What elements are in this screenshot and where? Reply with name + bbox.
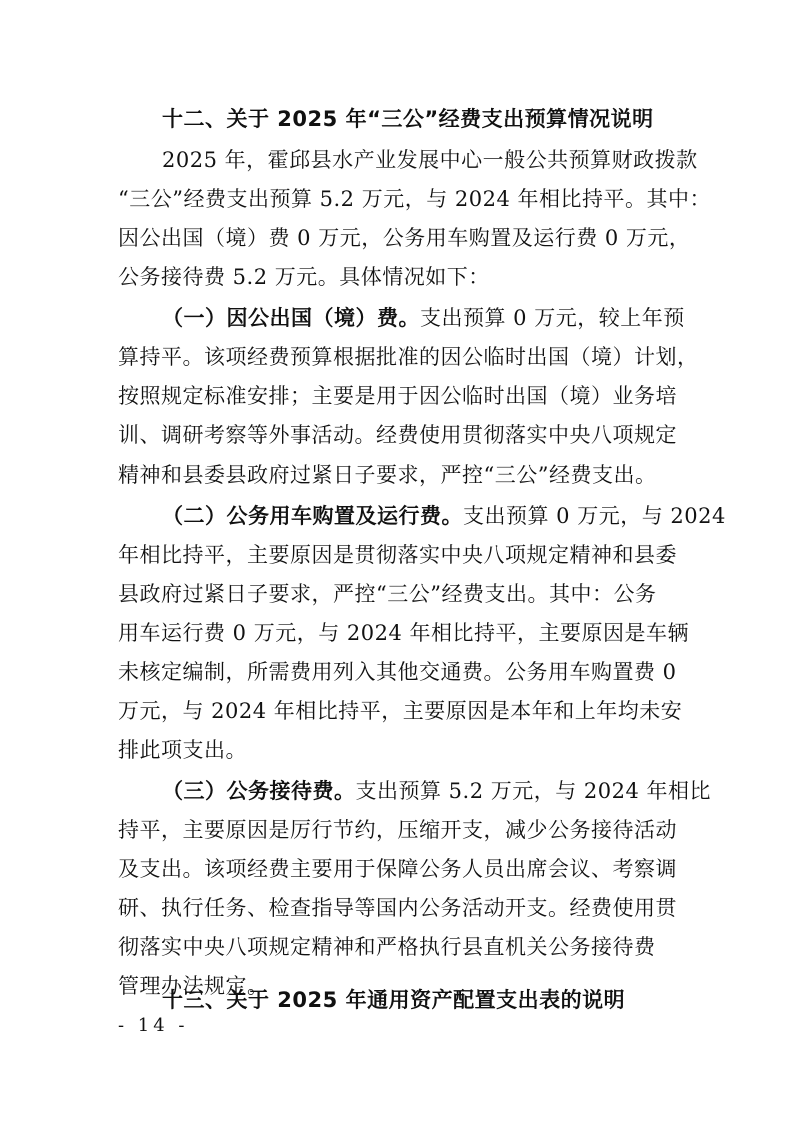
item-2-first-line <box>162 501 726 531</box>
item-2-line: 未核定编制，所需费用列入其他交通费。公务用车购置费 0 <box>118 660 677 684</box>
item-2-line: 万元，与 2024 年相比持平，主要原因是本年和上年均未安 <box>118 699 683 723</box>
item-3-line: 研、执行任务、检查指导等国内公务活动开支。经费使用贯 <box>118 896 677 920</box>
intro-line: 因公出国（境）费 0 万元，公务用车购置及运行费 0 万元， <box>118 226 691 250</box>
item-3-text: 支出预算 5.2 万元，与 2024 年相比 <box>355 779 712 803</box>
item-1-line: 精神和县委县政府过紧日子要求，严控“三公”经费支出。 <box>118 463 657 487</box>
item-3-first-line <box>162 776 711 806</box>
item-1-line: 算持平。该项经费预算根据批准的因公临时出国（境）计划， <box>118 345 699 369</box>
item-2-line: 县政府过紧日子要求，严控“三公”经费支出。其中：公务 <box>118 582 657 606</box>
intro-line: 2025 年，霍邱县水产业发展中心一般公共预算财政拨款 <box>162 148 698 172</box>
item-1-line: 训、调研考察等外事活动。经费使用贯彻落实中央八项规定 <box>118 423 677 447</box>
item-1-line: 按照规定标准安排；主要是用于因公临时出国（境）业务培 <box>118 384 677 408</box>
section-13-title: 十三、关于 2025 年通用资产配置支出表的说明 <box>162 988 626 1012</box>
item-2-line: 年相比持平，主要原因是贯彻落实中央八项规定精神和县委 <box>118 543 677 567</box>
item-2-text: 支出预算 0 万元，与 2024 <box>463 504 726 528</box>
item-3-line: 管理办法规定。 <box>118 974 269 998</box>
item-1-first-line <box>162 303 685 333</box>
item-2-line: 用车运行费 0 万元，与 2024 年相比持平，主要原因是车辆 <box>118 621 690 645</box>
section-12-title: 十二、关于 2025 年“三公”经费支出预算情况说明 <box>162 107 654 131</box>
page-number: - 14 - <box>118 1015 189 1036</box>
intro-line: “三公”经费支出预算 5.2 万元，与 2024 年相比持平。其中： <box>118 187 712 211</box>
item-3-heading: （三）公务接待费。 <box>162 779 356 803</box>
item-1-heading: （一）因公出国（境）费。 <box>162 306 420 330</box>
item-3-line: 彻落实中央八项规定精神和严格执行县直机关公务接待费 <box>118 935 656 959</box>
item-2-heading: （二）公务用车购置及运行费。 <box>162 504 463 528</box>
item-2-line: 排此项支出。 <box>118 738 247 762</box>
intro-line: 公务接待费 5.2 万元。具体情况如下： <box>118 265 490 289</box>
item-1-text: 支出预算 0 万元，较上年预 <box>420 306 685 330</box>
item-3-line: 持平，主要原因是厉行节约，压缩开支，减少公务接待活动 <box>118 818 677 842</box>
item-3-line: 及支出。该项经费主要用于保障公务人员出席会议、考察调 <box>118 857 677 881</box>
